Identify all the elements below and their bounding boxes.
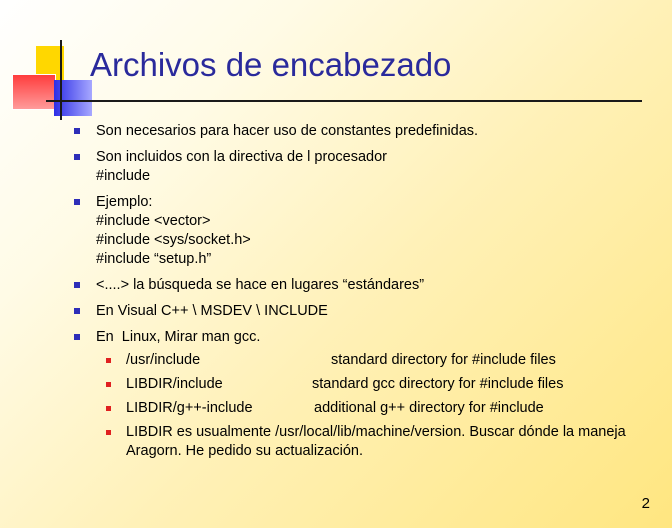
include-path-description: additional g++ directory for #include (314, 400, 544, 416)
bullet-line: #include “setup.h” (96, 251, 212, 267)
bullet-line: Ejemplo: (96, 194, 153, 210)
logo-red-square (12, 74, 56, 110)
bullet-item (74, 193, 654, 269)
bullet-line: #include (96, 168, 151, 184)
red-square-bullet-icon (106, 382, 111, 387)
sub-bullet-list (96, 351, 654, 461)
bullet-line: En Linux, Mirar man gcc. (96, 329, 261, 345)
sub-bullet-item (96, 423, 654, 461)
square-bullet-icon (74, 199, 80, 205)
include-path-description: standard gcc directory for #include files (312, 376, 564, 392)
bullet-item (74, 276, 654, 295)
red-square-bullet-icon (106, 430, 111, 435)
page-number: 2 (641, 495, 650, 512)
bullet-line: #include <vector> (96, 213, 211, 229)
bullet-item (74, 302, 654, 321)
red-square-bullet-icon (106, 406, 111, 411)
square-bullet-icon (74, 128, 80, 134)
bullet-item (74, 328, 654, 461)
logo-vertical-line (60, 40, 62, 120)
red-square-bullet-icon (106, 358, 111, 363)
square-bullet-icon (74, 282, 80, 288)
bullet-item (74, 148, 654, 186)
bullet-line: En Visual C++ \ MSDEV \ INCLUDE (96, 303, 328, 319)
bullet-list (74, 122, 654, 461)
include-path-description: standard directory for #include files (331, 352, 556, 368)
bullet-line: Son incluidos con la directiva de l procesador (96, 149, 387, 165)
slide-title: Archivos de encabezado (90, 46, 452, 83)
sub-bullet-item (96, 351, 654, 370)
include-path: LIBDIR/include (126, 376, 223, 392)
bullet-line: <....> la búsqueda se hace en lugares “estándares” (96, 277, 425, 293)
bullet-line: Son necesarios para hacer uso de constantes predefinidas. (96, 123, 479, 139)
square-bullet-icon (74, 308, 80, 314)
square-bullet-icon (74, 154, 80, 160)
sub-bullet-text: LIBDIR es usualmente /usr/local/lib/machine/version. Buscar dónde la maneja Aragorn. He pedido su actualización. (126, 424, 626, 459)
sub-bullet-item (96, 375, 654, 394)
include-path: LIBDIR/g++-include (126, 400, 253, 416)
title-underline (46, 100, 642, 102)
bullet-line: #include <sys/socket.h> (96, 232, 251, 248)
sub-bullet-item (96, 399, 654, 418)
include-path: /usr/include (126, 352, 201, 368)
square-bullet-icon (74, 334, 80, 340)
slide-content (74, 122, 654, 468)
bullet-item (74, 122, 654, 141)
